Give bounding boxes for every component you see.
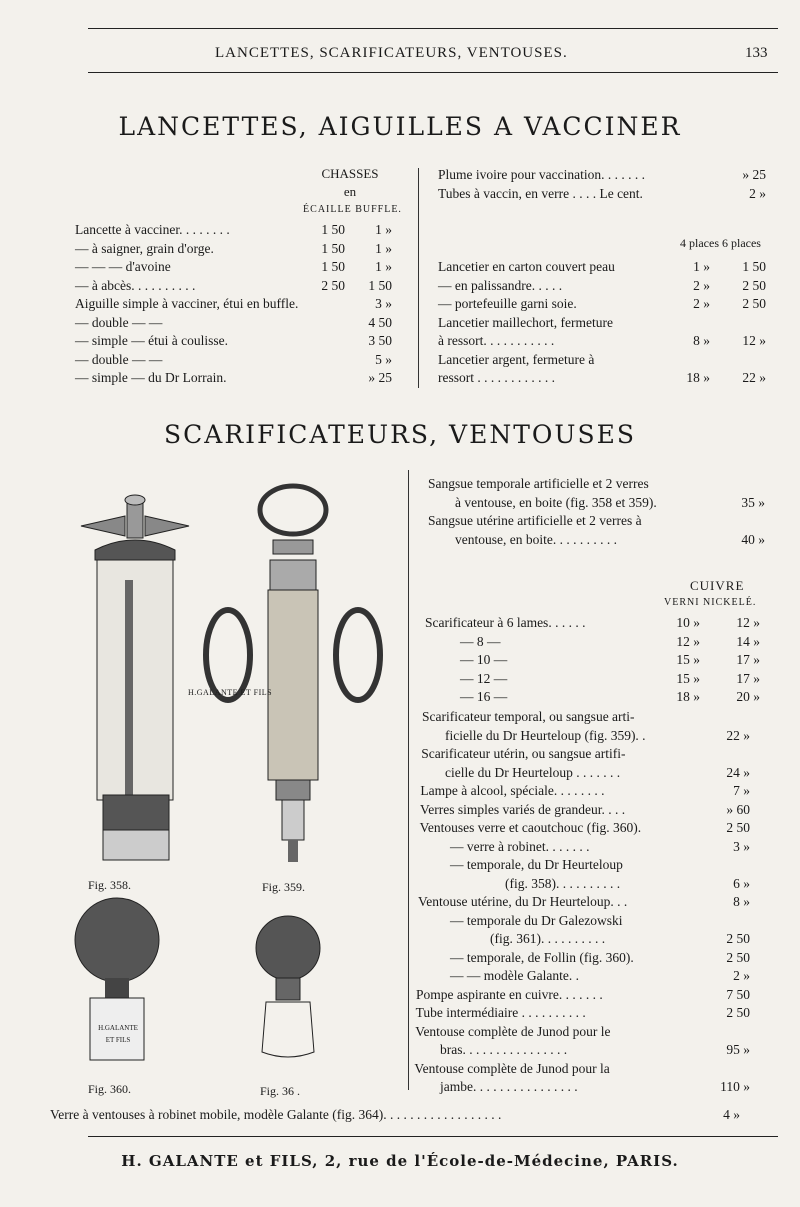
left-row-label: Lancette à vacciner. . . . . . . .: [75, 222, 230, 237]
ventouse-label: cielle du Dr Heurteloup . . . . . . .: [445, 764, 621, 780]
page-number: 133: [745, 45, 768, 61]
scarif-price-cuivre: 15 »: [676, 670, 700, 686]
scarif-price-nickel: 20 »: [736, 689, 760, 704]
lancetier-price-6: 2 50: [742, 277, 766, 293]
ventouse-label: Scarificateur temporal, ou sangsue arti-: [422, 709, 635, 724]
section2-title: SCARIFICATEURS, VENTOUSES: [164, 420, 636, 449]
right-top-price: » 25: [742, 167, 766, 182]
left-row-label: Aiguille simple à vacciner, étui en buffle.: [75, 296, 299, 311]
ventouse-label: — temporale, du Dr Heurteloup: [450, 857, 623, 872]
right-top-price: 2 »: [749, 186, 766, 201]
section1-title: LANCETTES, AIGUILLES A VACCINER: [118, 112, 682, 141]
scarif-price-nickel: 17 »: [736, 652, 760, 667]
sangsue-label: Sangsue utérine artificielle et 2 verres à: [428, 513, 642, 528]
lancetier-label: à ressort. . . . . . . . . . .: [438, 333, 555, 348]
left-row-price-buffle: 5 »: [375, 351, 392, 367]
ventouse-price: 95 »: [726, 1042, 750, 1057]
ventouse-label: Ventouses verre et caoutchouc (fig. 360).: [419, 820, 642, 835]
left-row-price-buffle: » 25: [368, 370, 392, 385]
column-divider: [418, 168, 419, 388]
sangsue-price: 40 »: [741, 531, 765, 547]
left-row-price-chasses: 2 50: [321, 277, 345, 293]
lancetier-price-6: 1 50: [742, 259, 766, 274]
lancetier-price-4: 18 »: [686, 370, 710, 385]
sangsue-label: ventouse, en boite. . . . . . . . . .: [455, 531, 617, 547]
ventouse-price: 2 »: [733, 968, 750, 983]
left-row-price-chasses: 1 50: [321, 259, 345, 274]
ventouse-price: 2 50: [726, 931, 750, 946]
ventouse-price: 22 »: [726, 727, 750, 743]
ventouse-label: Lampe à alcool, spéciale. . . . . . . .: [420, 783, 605, 798]
ventouse-price: 8 »: [733, 894, 750, 909]
column-divider-2: [408, 470, 409, 1090]
ventouse-label: Ventouse utérine, du Dr Heurteloup. . .: [418, 894, 628, 909]
ventouse-price: 110 »: [720, 1079, 750, 1094]
ventouse-label: Ventouse complète de Junod pour la: [414, 1060, 610, 1076]
fig-359-caption: Fig. 359.: [262, 880, 306, 894]
maker-mark: H.GALANTE ET FILS: [188, 688, 273, 697]
lancetier-label: Lancetier en carton couvert peau: [438, 259, 615, 274]
scarif-label: — 12 —: [460, 670, 508, 686]
ventouse-label: Tube intermédiaire . . . . . . . . . .: [415, 1005, 586, 1020]
scarif-label: Scarificateur à 6 lames. . . . . .: [425, 615, 586, 630]
left-row-price-buffle: 1 »: [375, 222, 392, 237]
ventouse-price: 2 50: [726, 949, 750, 965]
left-row-price-buffle: 3 »: [375, 296, 392, 311]
ventouse-label: ficielle du Dr Heurteloup (fig. 359). .: [445, 727, 646, 743]
scarif-price-cuivre: 10 »: [676, 615, 700, 630]
lancetier-label: Lancetier maillechort, fermeture: [438, 314, 614, 330]
lancetier-price-4: 2 »: [693, 296, 710, 311]
scarif-label: — 8 —: [460, 633, 501, 649]
lancetier-label: ressort . . . . . . . . . . . .: [438, 370, 555, 385]
scarif-label: — 10 —: [460, 652, 508, 667]
left-row-label: — simple — étui à coulisse.: [75, 333, 228, 348]
left-row-price-buffle: 1 »: [375, 259, 392, 274]
ventouse-label: jambe. . . . . . . . . . . . . . . .: [440, 1079, 578, 1094]
ventouse-price: 3 »: [733, 838, 750, 854]
ventouse-galezowski-illustration: [248, 912, 328, 1062]
left-row-label: — double — —: [75, 351, 163, 367]
scarificateur-illustration: [75, 490, 195, 880]
lancetier-price-6: 2 50: [742, 296, 766, 311]
ventouse-label: Ventouse complète de Junod pour le: [415, 1023, 611, 1039]
ventouse-label: (fig. 361). . . . . . . . . .: [490, 931, 606, 946]
bottom-row-price: 4 »: [723, 1107, 740, 1122]
scarif-price-cuivre: 12 »: [676, 633, 700, 649]
lancetier-price-4: 1 »: [693, 259, 710, 274]
sangsue-label: Sangsue temporale artificielle et 2 verres: [428, 476, 649, 491]
right-top-label: Plume ivoire pour vaccination. . . . . . .: [438, 167, 645, 182]
fig-358-caption: Fig. 358.: [88, 878, 132, 892]
ventouse-label: Scarificateur utérin, ou sangsue artifi-: [421, 746, 626, 761]
ventouse-label: Verres simples variés de grandeur. . . .: [420, 801, 626, 817]
ventouse-price: 2 50: [726, 820, 750, 835]
scarif-price-nickel: 17 »: [736, 670, 760, 686]
left-row-price-buffle: 3 50: [368, 333, 392, 348]
footer-address: H. GALANTE et FILS, 2, rue de l'École-de-Médecine, PARIS.: [121, 1152, 679, 1170]
jar-label-1: H.GALANTE: [98, 1024, 138, 1032]
left-row-label: — double — —: [75, 314, 163, 330]
lancetier-price-6: 22 »: [742, 370, 766, 385]
sangsue-price: 35 »: [741, 494, 765, 510]
scarif-price-cuivre: 18 »: [676, 689, 700, 704]
ventouse-label: (fig. 358). . . . . . . . . .: [505, 875, 621, 891]
ventouse-label: — temporale, de Follin (fig. 360).: [450, 949, 634, 965]
scarif-label: — 16 —: [460, 689, 508, 704]
scarif-price-nickel: 14 »: [736, 633, 760, 649]
syringe-illustration: [198, 480, 388, 875]
left-col-head-2: en: [343, 184, 357, 199]
left-row-label: — à abcès. . . . . . . . . .: [75, 277, 196, 293]
ventouse-price: 7 50: [726, 986, 750, 1002]
right-top-label: Tubes à vaccin, en verre . . . . Le cent.: [438, 186, 643, 201]
ventouse-price: 7 »: [733, 783, 750, 798]
ventouse-label: Pompe aspirante en cuivre. . . . . . .: [416, 986, 603, 1002]
ventouse-price: 24 »: [726, 764, 750, 780]
bottom-row-label: Verre à ventouses à robinet mobile, modèle Galante (fig. 364). . . . . . . . . . . . . . . . . .: [50, 1107, 502, 1122]
verni-head: VERNI NICKELÉ.: [664, 597, 757, 608]
scarif-price-cuivre: 15 »: [676, 652, 700, 667]
ventouse-label: bras. . . . . . . . . . . . . . . .: [440, 1042, 568, 1057]
right-col-head: 4 places 6 places: [680, 236, 761, 250]
ventouse-price: 2 50: [726, 1005, 750, 1020]
fig-360-caption: Fig. 360.: [88, 1082, 132, 1096]
ventouse-label: — temporale du Dr Galezowski: [450, 912, 623, 928]
left-row-label: — — — d'avoine: [75, 259, 171, 274]
sangsue-label: à ventouse, en boite (fig. 358 et 359).: [455, 494, 657, 510]
ventouse-price: » 60: [726, 801, 750, 817]
ventouse-label: — verre à robinet. . . . . . .: [450, 838, 590, 854]
ventouse-label: — — modèle Galante. .: [450, 968, 579, 983]
left-row-price-buffle: 4 50: [368, 314, 392, 330]
left-col-head-3: ÉCAILLE BUFFLE.: [303, 204, 402, 215]
left-row-label: — simple — du Dr Lorrain.: [75, 370, 227, 385]
left-row-price-buffle: 1 »: [375, 240, 392, 256]
lancetier-price-6: 12 »: [742, 333, 766, 348]
ventouse-price: 6 »: [733, 875, 750, 891]
left-row-label: — à saigner, grain d'orge.: [75, 240, 214, 256]
lancetier-label: — portefeuille garni soie.: [438, 296, 577, 311]
lancetier-price-4: 2 »: [693, 277, 710, 293]
fig-361-caption: Fig. 36 .: [260, 1084, 301, 1098]
left-row-price-buffle: 1 50: [368, 277, 392, 293]
lancetier-price-4: 8 »: [693, 333, 710, 348]
running-title: LANCETTES, SCARIFICATEURS, VENTOUSES.: [215, 45, 568, 61]
cuivre-head: CUIVRE: [690, 578, 745, 593]
left-row-price-chasses: 1 50: [321, 240, 345, 256]
lancetier-label: Lancetier argent, fermeture à: [438, 351, 595, 367]
jar-label-2: ET FILS: [105, 1036, 131, 1044]
scarif-price-nickel: 12 »: [736, 615, 760, 630]
left-row-price-chasses: 1 50: [321, 222, 345, 237]
left-col-head-1: CHASSES: [321, 166, 379, 181]
lancetier-label: — en palissandre. . . . .: [438, 277, 563, 293]
